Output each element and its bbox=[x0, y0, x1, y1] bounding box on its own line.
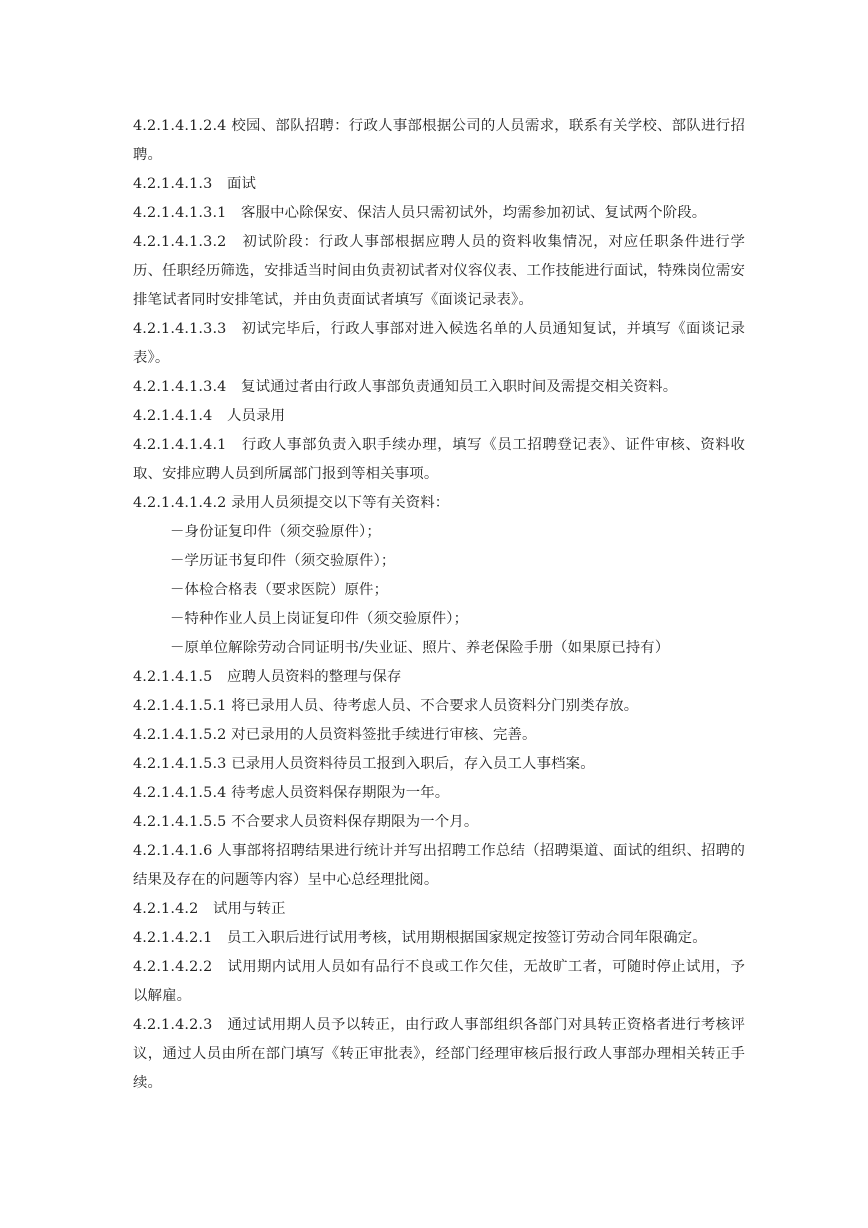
paragraph: 4.2.1.4.1.5.1 将已录用人员、待考虑人员、不合要求人员资料分门别类存放。 bbox=[133, 698, 639, 714]
paragraph: 4.2.1.4.1.6 人事部将招聘结果进行统计并写出招聘工作总结（招聘渠道、面试的组织、招聘的结果及存在的问题等内容）呈中心总经理批阅。 bbox=[133, 843, 745, 888]
list-item: －学历证书复印件（须交验原件）； bbox=[170, 553, 396, 569]
paragraph: 4.2.1.4.1.2.4 校园、部队招聘：行政人事部根据公司的人员需求，联系有关学校、部队进行招聘。 bbox=[133, 118, 745, 163]
list-item: －特种作业人员上岗证复印件（须交验原件）； bbox=[170, 611, 469, 627]
paragraph: 4.2.1.4.1.5.5 不合要求人员资料保存期限为一个月。 bbox=[133, 814, 479, 830]
section-heading: 4.2.1.4.1.3 面试 bbox=[133, 176, 257, 192]
paragraph: 4.2.1.4.1.4.2 录用人员须提交以下等有关资料： bbox=[133, 495, 450, 511]
section-heading: 4.2.1.4.2 试用与转正 bbox=[133, 901, 286, 917]
paragraph: 4.2.1.4.1.5.2 对已录用的人员资料签批手续进行审核、完善。 bbox=[133, 727, 537, 743]
paragraph: 4.2.1.4.1.3.2 初试阶段：行政人事部根据应聘人员的资料收集情况，对应任职条件进行学历、任职经历筛选，安排适当时间由负责初试者对仪容仪表、工作技能进行面试，特殊岗位需安排笔试者同时安排笔试，并由负责面试者填写《面谈记录表》。 bbox=[133, 234, 745, 308]
paragraph: 4.2.1.4.1.3.1 客服中心除保安、保洁人员只需初试外，均需参加初试、复试两个阶段。 bbox=[133, 205, 707, 221]
document-body bbox=[133, 112, 745, 1098]
list-item: －原单位解除劳动合同证明书/失业证、照片、养老保险手册（如果原已持有） bbox=[170, 640, 670, 656]
paragraph: 4.2.1.4.2.3 通过试用期人员予以转正，由行政人事部组织各部门对具转正资格者进行考核评议，通过人员由所在部门填写《转正审批表》，经部门经理审核后报行政人事部办理相关转正手续。 bbox=[133, 1017, 745, 1091]
list-item: －身份证复印件（须交验原件）； bbox=[170, 524, 381, 540]
paragraph: 4.2.1.4.1.3.4 复试通过者由行政人事部负责通知员工入职时间及需提交相关资料。 bbox=[133, 379, 678, 395]
paragraph: 4.2.1.4.2.2 试用期内试用人员如有品行不良或工作欠佳，无故旷工者，可随时停止试用，予以解雇。 bbox=[133, 959, 745, 1004]
section-heading: 4.2.1.4.1.4 人员录用 bbox=[133, 408, 286, 424]
list-item: －体检合格表（要求医院）原件； bbox=[170, 582, 389, 598]
paragraph: 4.2.1.4.1.5.4 待考虑人员资料保存期限为一年。 bbox=[133, 785, 450, 801]
paragraph: 4.2.1.4.2.1 员工入职后进行试用考核，试用期根据国家规定按签订劳动合同年限确定。 bbox=[133, 930, 707, 946]
section-heading: 4.2.1.4.1.5 应聘人员资料的整理与保存 bbox=[133, 669, 402, 685]
paragraph: 4.2.1.4.1.5.3 已录用人员资料待员工报到入职后，存入员工人事档案。 bbox=[133, 756, 595, 772]
paragraph: 4.2.1.4.1.3.3 初试完毕后，行政人事部对进入候选名单的人员通知复试，并填写《面谈记录表》。 bbox=[133, 321, 745, 366]
paragraph: 4.2.1.4.1.4.1 行政人事部负责入职手续办理，填写《员工招聘登记表》、证件审核、资料收取、安排应聘人员到所属部门报到等相关事项。 bbox=[133, 437, 745, 482]
